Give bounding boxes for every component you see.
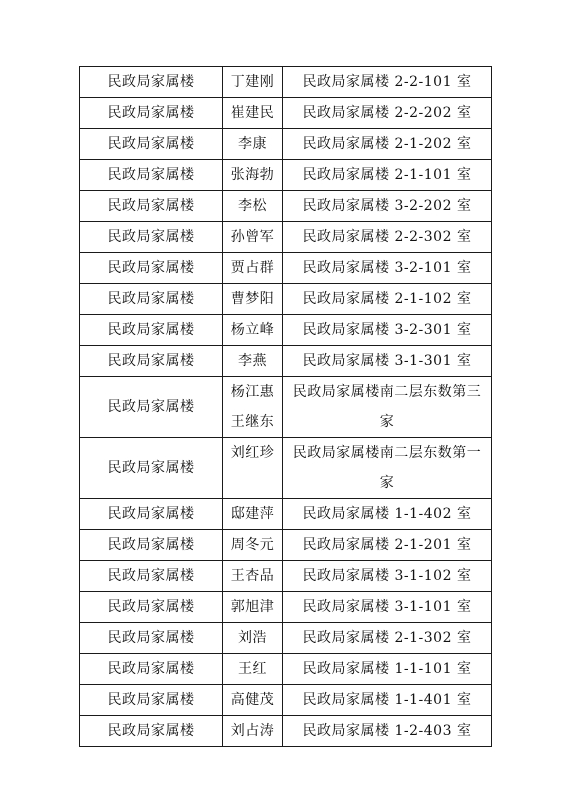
address-cell: 民政局家属楼 3-2-101 室 [283,253,492,284]
building-cell: 民政局家属楼 [80,654,223,685]
resident-name: 邸建萍 [230,506,275,522]
resident-name-cell [223,160,283,191]
address-cell: 民政局家属楼 2-1-101 室 [283,160,492,191]
address-cell: 民政局家属楼南二层东数第一家 [283,438,492,499]
table-row [80,160,492,191]
building-cell: 民政局家属楼 [80,438,223,499]
table-row [80,530,492,561]
resident-name: 王红 [238,661,267,677]
resident-name-cell [223,67,283,98]
table-row [80,129,492,160]
table-row [80,222,492,253]
address-cell: 民政局家属楼 2-1-202 室 [283,129,492,160]
resident-name: 贾占群 [230,260,275,276]
building-cell: 民政局家属楼 [80,67,223,98]
building-cell: 民政局家属楼 [80,315,223,346]
resident-name: 郭旭津 [230,599,275,615]
address-cell: 民政局家属楼 1-2-403 室 [283,716,492,747]
resident-name-cell [223,284,283,315]
building-cell: 民政局家属楼 [80,623,223,654]
resident-name: 杨江惠 [230,384,275,400]
resident-name-cell [223,623,283,654]
address-cell: 民政局家属楼 1-1-101 室 [283,654,492,685]
table-row [80,253,492,284]
building-cell: 民政局家属楼 [80,160,223,191]
address-cell: 民政局家属楼 3-1-102 室 [283,561,492,592]
resident-name: 高健茂 [230,692,275,708]
address-cell: 民政局家属楼 2-2-302 室 [283,222,492,253]
building-cell: 民政局家属楼 [80,685,223,716]
resident-name-cell [223,438,283,499]
table-row [80,654,492,685]
table-row [80,284,492,315]
building-cell: 民政局家属楼 [80,346,223,377]
resident-name-cell [223,129,283,160]
building-cell: 民政局家属楼 [80,530,223,561]
building-cell: 民政局家属楼 [80,377,223,438]
table-row [80,377,492,438]
resident-name-cell [223,191,283,222]
resident-name: 崔建民 [230,105,275,121]
address-cell: 民政局家属楼 1-1-401 室 [283,685,492,716]
resident-name: 李燕 [238,353,267,369]
table-row [80,191,492,222]
building-cell: 民政局家属楼 [80,222,223,253]
resident-name-cell [223,222,283,253]
residents-table [79,66,492,747]
table-row [80,315,492,346]
resident-name: 刘浩 [238,630,267,646]
table-row [80,346,492,377]
resident-name-cell [223,377,283,438]
address-cell: 民政局家属楼南二层东数第三家 [283,377,492,438]
resident-name-cell [223,685,283,716]
building-cell: 民政局家属楼 [80,253,223,284]
resident-name: 李康 [238,136,267,152]
resident-name-cell [223,346,283,377]
address-cell: 民政局家属楼 2-2-101 室 [283,67,492,98]
resident-name: 丁建刚 [230,74,275,90]
resident-name-cell [223,499,283,530]
address-cell: 民政局家属楼 2-1-302 室 [283,623,492,654]
building-cell: 民政局家属楼 [80,499,223,530]
table-row [80,438,492,499]
address-cell: 民政局家属楼 3-1-101 室 [283,592,492,623]
resident-name-cell [223,716,283,747]
resident-name-cell [223,253,283,284]
building-cell: 民政局家属楼 [80,716,223,747]
resident-name-cell [223,98,283,129]
table-row [80,561,492,592]
building-cell: 民政局家属楼 [80,191,223,222]
resident-name-cell [223,654,283,685]
building-cell: 民政局家属楼 [80,284,223,315]
address-cell: 民政局家属楼 1-1-402 室 [283,499,492,530]
address-cell: 民政局家属楼 2-1-201 室 [283,530,492,561]
resident-name: 王继东 [230,414,275,430]
building-cell: 民政局家属楼 [80,592,223,623]
table-row [80,67,492,98]
table-row [80,592,492,623]
resident-name: 张海勃 [230,167,275,183]
resident-name-cell [223,530,283,561]
resident-name: 曹梦阳 [230,291,275,307]
address-cell: 民政局家属楼 3-2-301 室 [283,315,492,346]
resident-name: 周冬元 [230,537,275,553]
resident-name-cell [223,561,283,592]
resident-name-cell [223,592,283,623]
resident-name: 刘红珍 [230,445,275,461]
resident-name: 杨立峰 [230,322,275,338]
table-row [80,499,492,530]
residents-table-body [80,67,492,747]
resident-name: 刘占涛 [230,723,275,739]
resident-name: 王杏品 [230,568,275,584]
resident-name-cell [223,315,283,346]
resident-name: 李松 [238,198,267,214]
building-cell: 民政局家属楼 [80,98,223,129]
address-cell: 民政局家属楼 3-1-301 室 [283,346,492,377]
table-row [80,98,492,129]
table-row [80,623,492,654]
table-row [80,716,492,747]
address-cell: 民政局家属楼 3-2-202 室 [283,191,492,222]
address-cell: 民政局家属楼 2-1-102 室 [283,284,492,315]
resident-name: 孙曾军 [230,229,275,245]
building-cell: 民政局家属楼 [80,129,223,160]
table-row [80,685,492,716]
building-cell: 民政局家属楼 [80,561,223,592]
address-cell: 民政局家属楼 2-2-202 室 [283,98,492,129]
